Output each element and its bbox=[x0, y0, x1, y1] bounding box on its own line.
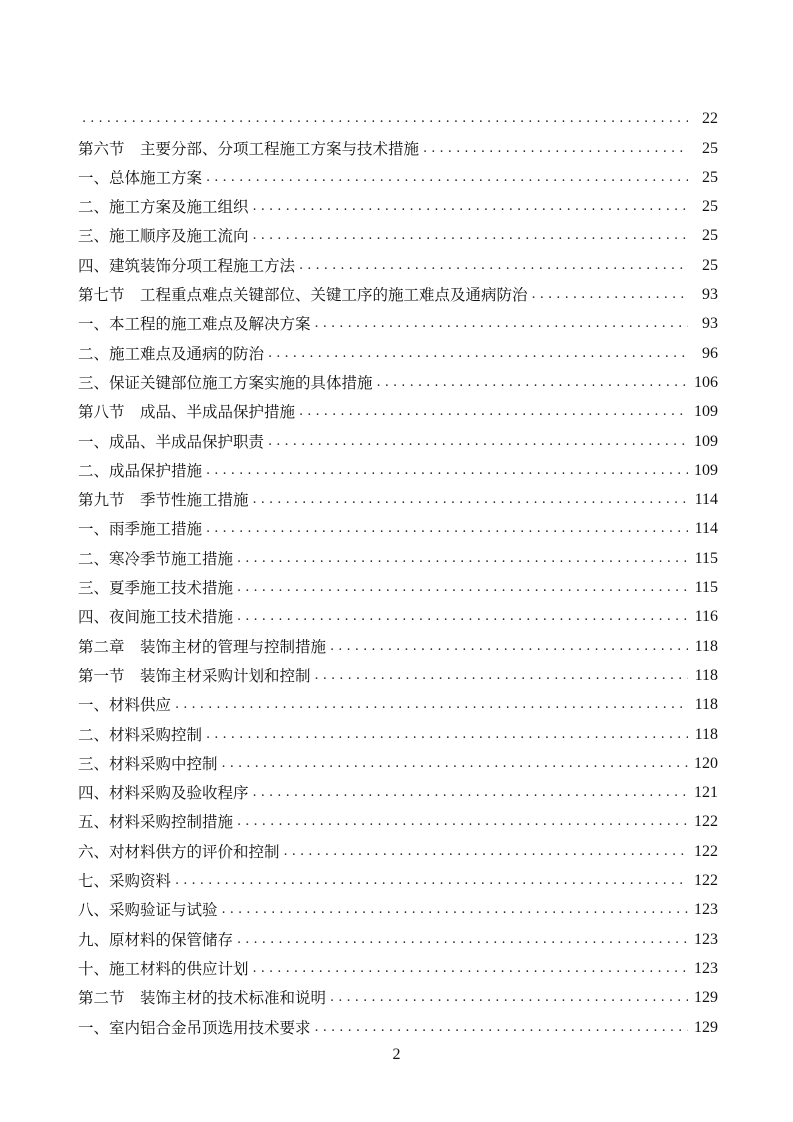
toc-entry-page: 120 bbox=[694, 754, 718, 772]
toc-entry bbox=[78, 1007, 718, 1036]
toc-entry-title: 四、材料采购及验收程序 bbox=[78, 784, 249, 803]
toc-entry-page: 129 bbox=[694, 989, 718, 1007]
toc-entry-page: 93 bbox=[702, 286, 718, 304]
toc-leader-dots bbox=[175, 696, 688, 714]
toc-entry bbox=[78, 304, 718, 333]
toc-entry-page: 25 bbox=[702, 198, 718, 216]
toc-entry bbox=[78, 861, 718, 890]
toc-leader-dots bbox=[377, 374, 688, 392]
toc-entry bbox=[78, 597, 718, 626]
toc-entry-title: 第六节 主要分部、分项工程施工方案与技术措施 bbox=[78, 139, 420, 158]
toc-entry-page: 118 bbox=[694, 637, 718, 655]
toc-entry-title: 第二章 装饰主材的管理与控制措施 bbox=[78, 637, 327, 656]
toc-entry-title: 三、材料采购中控制 bbox=[78, 754, 218, 773]
toc-entry-page: 25 bbox=[702, 256, 718, 274]
toc-entry-title: 二、施工难点及通病的防治 bbox=[78, 344, 265, 363]
toc-entry-title: 八、采购验证与试验 bbox=[78, 901, 218, 920]
toc-entry-page: 122 bbox=[694, 872, 718, 890]
toc-leader-dots bbox=[237, 550, 688, 568]
page-number: 2 bbox=[392, 1046, 401, 1063]
toc-entry-page: 115 bbox=[694, 549, 718, 567]
toc-leader-dots bbox=[206, 726, 688, 744]
toc-entry-page: 106 bbox=[694, 373, 718, 391]
toc-leader-dots bbox=[423, 140, 688, 158]
toc-entry bbox=[78, 158, 718, 187]
toc-entry bbox=[78, 363, 718, 392]
toc-entry-title: 四、建筑装饰分项工程施工方法 bbox=[78, 256, 296, 275]
toc-entry-title: 九、原材料的保管储存 bbox=[78, 930, 234, 949]
toc-entry bbox=[78, 128, 718, 157]
toc-leader-dots bbox=[330, 989, 688, 1007]
toc-leader-dots bbox=[206, 520, 688, 538]
toc-entry-title: 第一节 装饰主材采购计划和控制 bbox=[78, 666, 311, 685]
toc-entry-title: 四、夜间施工技术措施 bbox=[78, 608, 234, 627]
toc-entry-title: 二、寒冷季节施工措施 bbox=[78, 549, 234, 568]
toc-entry-title: 二、施工方案及施工组织 bbox=[78, 198, 249, 217]
toc-entry-title: 五、材料采购控制措施 bbox=[78, 813, 234, 832]
toc-leader-dots bbox=[253, 491, 688, 509]
toc-entry-title: 一、总体施工方案 bbox=[78, 168, 203, 187]
toc-entry-page: 116 bbox=[694, 608, 718, 626]
toc-entry-title: 一、本工程的施工难点及解决方案 bbox=[78, 315, 311, 334]
toc-entry bbox=[78, 831, 718, 860]
toc-entry-page: 25 bbox=[702, 168, 718, 186]
toc-entry-page: 123 bbox=[694, 959, 718, 977]
toc-entry-title: 第七节 工程重点难点关键部位、关键工序的施工难点及通病防治 bbox=[78, 286, 528, 305]
toc-leader-dots bbox=[222, 755, 688, 773]
toc-entry bbox=[78, 949, 718, 978]
toc-leader-dots bbox=[268, 433, 688, 451]
toc-entry-page: 115 bbox=[694, 579, 718, 597]
toc-entry-title: 一、成品、半成品保护职责 bbox=[78, 432, 265, 451]
toc-entry bbox=[78, 626, 718, 655]
toc-leader-dots bbox=[253, 227, 688, 245]
toc-entry-page: 96 bbox=[702, 344, 718, 362]
toc-entry-title: 二、成品保护措施 bbox=[78, 461, 203, 480]
toc-entry bbox=[78, 275, 718, 304]
toc-entry-page: 109 bbox=[694, 461, 718, 479]
toc-entry bbox=[78, 773, 718, 802]
toc-leader-dots bbox=[284, 843, 688, 861]
toc-entry-page: 118 bbox=[694, 725, 718, 743]
toc-entry bbox=[78, 187, 718, 216]
toc-entry-page: 114 bbox=[694, 520, 718, 538]
toc-entry-title: 七、采购资料 bbox=[78, 872, 172, 891]
toc-entry bbox=[78, 656, 718, 685]
toc-entry-page: 109 bbox=[694, 403, 718, 421]
toc-entry-page: 118 bbox=[694, 696, 718, 714]
toc-entry bbox=[78, 538, 718, 567]
toc-leader-dots bbox=[237, 608, 688, 626]
toc-leader-dots bbox=[175, 872, 688, 890]
toc-entry bbox=[78, 714, 718, 743]
toc-entry-page: 121 bbox=[694, 784, 718, 802]
toc-entry-page: 118 bbox=[694, 666, 718, 684]
toc-entry-title: 一、室内铝合金吊顶选用技术要求 bbox=[78, 1018, 311, 1037]
toc-entry-title: 一、材料供应 bbox=[78, 696, 172, 715]
toc-entry-title: 六、对材料供方的评价和控制 bbox=[78, 842, 280, 861]
toc-leader-dots bbox=[237, 931, 688, 949]
toc-leader-dots bbox=[315, 1019, 688, 1037]
toc-leader-dots bbox=[315, 315, 688, 333]
toc-leader-dots bbox=[253, 960, 688, 978]
toc-leader-dots bbox=[82, 110, 688, 128]
toc-entry bbox=[78, 333, 718, 362]
toc-entry-page: 22 bbox=[702, 110, 718, 128]
toc-entry-page: 129 bbox=[694, 1018, 718, 1036]
toc-entry-title: 第九节 季节性施工措施 bbox=[78, 491, 249, 510]
toc-leader-dots bbox=[315, 667, 688, 685]
toc-entry-title: 第八节 成品、半成品保护措施 bbox=[78, 403, 296, 422]
toc-leader-dots bbox=[299, 257, 688, 275]
toc-entry bbox=[78, 392, 718, 421]
toc-entry-page: 93 bbox=[702, 315, 718, 333]
toc-entry bbox=[78, 421, 718, 450]
toc-entry-title: 三、保证关键部位施工方案实施的具体措施 bbox=[78, 373, 373, 392]
toc-entry-title: 十、施工材料的供应计划 bbox=[78, 959, 249, 978]
toc-entry bbox=[78, 568, 718, 597]
toc-leader-dots bbox=[237, 813, 688, 831]
toc-leader-dots bbox=[222, 901, 688, 919]
toc-entry-page: 122 bbox=[694, 813, 718, 831]
toc-entry bbox=[78, 744, 718, 773]
toc-leader-dots bbox=[206, 462, 688, 480]
toc-leader-dots bbox=[532, 286, 688, 304]
toc-leader-dots bbox=[253, 784, 688, 802]
toc-entry-page: 109 bbox=[694, 432, 718, 450]
toc-leader-dots bbox=[253, 198, 688, 216]
toc-entry bbox=[78, 451, 718, 480]
toc-entry-title: 三、夏季施工技术措施 bbox=[78, 579, 234, 598]
toc-leader-dots bbox=[330, 638, 688, 656]
toc-entry-title: 一、雨季施工措施 bbox=[78, 520, 203, 539]
toc-entry bbox=[78, 978, 718, 1007]
toc-entry bbox=[78, 802, 718, 831]
toc-entry bbox=[78, 99, 718, 128]
toc-entry-page: 25 bbox=[702, 139, 718, 157]
toc-entry-title: 第二节 装饰主材的技术标准和说明 bbox=[78, 989, 327, 1008]
toc-entry-title: 三、施工顺序及施工流向 bbox=[78, 227, 249, 246]
toc-entry-title: 二、材料采购控制 bbox=[78, 725, 203, 744]
toc-entry bbox=[78, 216, 718, 245]
toc-leader-dots bbox=[299, 403, 688, 421]
toc-entry bbox=[78, 919, 718, 948]
toc-entry-page: 123 bbox=[694, 901, 718, 919]
toc-entry bbox=[78, 685, 718, 714]
toc-entry-page: 123 bbox=[694, 930, 718, 948]
toc-entry bbox=[78, 890, 718, 919]
toc-leader-dots bbox=[206, 169, 688, 187]
toc-entry-page: 25 bbox=[702, 227, 718, 245]
toc-entry bbox=[78, 509, 718, 538]
toc-leader-dots bbox=[268, 345, 688, 363]
toc-entry-page: 114 bbox=[694, 491, 718, 509]
table-of-contents bbox=[78, 99, 718, 1037]
toc-entry bbox=[78, 480, 718, 509]
toc-entry-page: 122 bbox=[694, 842, 718, 860]
toc-leader-dots bbox=[237, 579, 688, 597]
toc-entry bbox=[78, 245, 718, 274]
